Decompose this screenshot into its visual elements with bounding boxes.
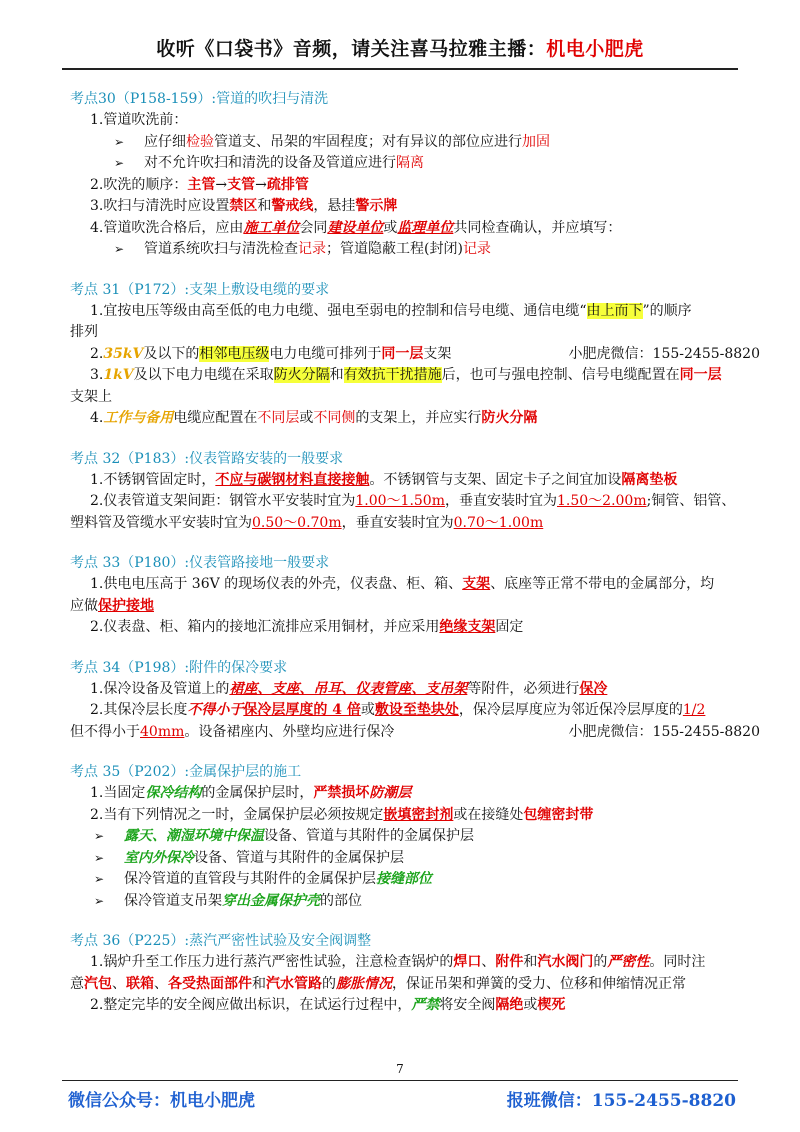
text: 共同检查确认，并应填写： [453, 219, 622, 236]
text: 2.当有下列情况之一时，金属保护层必须按规定 [90, 806, 384, 823]
arrow-bullet-icon: ➢ [114, 134, 125, 149]
text: 设备、管道与其附件的金属保护层 [194, 849, 404, 866]
text: 1.不锈钢管固定时， [90, 471, 216, 488]
keyword: 记录 [298, 241, 326, 257]
wechat-note: 小肥虎微信：155-2455-8820 [568, 345, 760, 362]
section-36 [70, 930, 750, 1017]
text: 电缆应配置在 [173, 410, 258, 426]
keyword: 0.70～1.00m [453, 514, 544, 531]
keyword: 楔死 [537, 997, 566, 1013]
keyword: 汽水管路 [266, 975, 322, 992]
keyword: 1.00～1.50m [355, 493, 445, 509]
text: 、 [154, 975, 168, 992]
keyword: 记录 [462, 241, 491, 257]
item-3-cont [70, 387, 750, 409]
bullet-item [70, 891, 750, 913]
text: 4. [90, 410, 104, 426]
text: 。不锈钢管与支架、固定卡子之间宜加设 [369, 471, 622, 488]
section-35 [70, 761, 750, 912]
text: 及以下的 [143, 345, 200, 362]
item-3 [70, 196, 750, 218]
text: 、 [112, 975, 126, 992]
highlight: 有效抗干扰措施 [343, 367, 442, 383]
keyword: 疏排管 [266, 176, 309, 193]
text: 支架 [423, 345, 452, 362]
text: 的金属保护层时， [201, 785, 314, 801]
item-1 [70, 470, 750, 492]
highlight: 相邻电压级 [199, 345, 270, 362]
item-2 [70, 995, 750, 1017]
keyword: 嵌填密封剂 [383, 806, 454, 823]
item-4 [70, 218, 750, 240]
section-title: 考点 34（P198）:附件的保冷要求 [70, 659, 288, 676]
bullet-item [70, 826, 750, 848]
section-34 [70, 657, 760, 744]
text: 支架上 [70, 388, 112, 405]
keyword: 绝缘支架 [439, 619, 496, 635]
keyword: 隔离 [396, 155, 424, 171]
page-header [0, 34, 800, 61]
keyword: 膨胀情况 [336, 975, 392, 992]
text: 设备、管道与其附件的金属保护层 [264, 828, 474, 844]
keyword: 防火分隔 [481, 410, 538, 426]
arrow-bullet-icon: ➢ [94, 850, 105, 865]
section-title: 考点 36（P225）:蒸汽严密性试验及安全阀调整 [70, 933, 372, 949]
header-rule [62, 68, 738, 70]
section-30 [70, 88, 750, 261]
keyword: 40mm [140, 723, 185, 740]
text: 和 [257, 198, 272, 214]
keyword: 防潮层 [369, 785, 412, 801]
text: 或在接缝处 [453, 806, 524, 823]
keyword: 1.50～2.00m [556, 493, 647, 509]
text: 4.管道吹洗合格后，应由 [90, 219, 244, 236]
item-2 [70, 617, 750, 639]
keyword: 接缝部位 [376, 871, 432, 887]
text: 1.管道吹洗前： [90, 112, 188, 128]
text: 固定 [495, 619, 524, 635]
header-prefix: 收听《口袋书》音频，请关注喜马拉雅主播： [156, 38, 547, 60]
text: ，保冷层厚度应为邻近保冷层厚度的 [458, 702, 683, 718]
bullet-item [70, 153, 750, 175]
text: ；管道隐蔽工程(封闭) [326, 241, 463, 257]
keyword: 支架 [462, 576, 491, 592]
text: 或 [523, 997, 538, 1013]
text: ，垂直安装时宜为 [341, 514, 454, 531]
text: 但不得小于 [70, 723, 140, 740]
text: 意 [70, 975, 84, 992]
keyword: 联箱 [126, 975, 154, 992]
text: 等附件，必须进行 [467, 680, 580, 697]
text: 、底座等正常不带电的金属部分，均 [490, 576, 715, 592]
keyword: 警戒线 [271, 198, 314, 214]
arrow-bullet-icon: ➢ [94, 893, 105, 908]
keyword: 保冷结构 [145, 785, 202, 801]
item-1 [70, 110, 750, 132]
keyword: 检验 [186, 133, 214, 150]
item-4 [70, 408, 750, 430]
text: 保冷管道支吊架 [124, 892, 222, 909]
item-1-cont [70, 974, 750, 996]
keyword: 裙座、支座、吊耳、仪表管座、支吊架 [229, 680, 468, 697]
section-title: 考点 35（P202）:金属保护层的施工 [70, 764, 302, 780]
keyword: 监理单位 [397, 219, 454, 236]
keyword: 施工单位 [243, 219, 300, 236]
keyword: 建设单位 [327, 219, 384, 236]
text: 电力电缆可排列于 [269, 345, 382, 362]
text: 的部位 [320, 892, 362, 909]
text: 排列 [70, 324, 98, 340]
document-body [70, 88, 760, 1035]
text: 2. [90, 345, 104, 362]
item-2-cont [70, 513, 750, 535]
section-title: 考点30（P158-159）:管道的吹扫与清洗 [70, 91, 329, 107]
text: 及以下电力电缆在采取 [133, 367, 274, 383]
text: 2.吹洗的顺序： [90, 176, 188, 193]
keyword: 包缠密封带 [523, 806, 594, 823]
keyword: 不同层 [257, 410, 300, 426]
keyword: 不同侧 [313, 410, 356, 426]
text: 2.仪表管道支架间距：钢管水平安装时宜为 [90, 493, 356, 509]
keyword: 不应与碳钢材料直接接触 [215, 471, 370, 488]
text: 。设备裙座内、外壁均应进行保冷 [184, 723, 395, 740]
keyword: 严密性 [607, 954, 650, 970]
keyword: 0.50～0.70m [252, 514, 342, 531]
keyword: 各受热面部件 [168, 975, 252, 992]
text: → [215, 176, 228, 193]
text: 、 [481, 954, 496, 970]
text: 1.宜按电压等级由高至低的电力电缆、强电至弱电的控制和信号电缆、通信电缆“ [90, 302, 587, 319]
section-32 [70, 448, 750, 535]
item-2 [70, 805, 750, 827]
keyword: 隔绝 [495, 997, 524, 1013]
text: ，悬挂 [313, 198, 356, 214]
section-title: 考点 32（P183）:仪表管路安装的一般要求 [70, 450, 344, 467]
text: 1.供电电压高于 36V 的现场仪表的外壳，仪表盘、柜、箱、 [90, 576, 463, 592]
item-1 [70, 783, 750, 805]
keyword: 加固 [522, 133, 550, 150]
keyword: 同一层 [381, 345, 424, 362]
footer-wechat-account: 微信公众号：机电小肥虎 [68, 1091, 255, 1111]
text: 1.锅炉升至工作压力进行蒸汽严密性试验，注意检查锅炉的 [90, 954, 454, 970]
text: 会同 [299, 219, 328, 236]
arrow-bullet-icon: ➢ [94, 829, 105, 843]
text: 或 [383, 219, 398, 236]
arrow-bullet-icon: ➢ [94, 872, 105, 886]
keyword: 保护接地 [98, 597, 154, 614]
text: 保冷管道的直管段与其附件的金属保护层 [124, 871, 376, 887]
wechat-note: 小肥虎微信：155-2455-8820 [568, 723, 760, 740]
text: 或 [299, 410, 314, 426]
item-2 [70, 344, 760, 366]
keyword: 露天、潮湿环境中保温 [124, 828, 264, 844]
section-title: 考点 33（P180）:仪表管路接地一般要求 [70, 555, 330, 571]
keyword: 保冷 [579, 680, 608, 697]
item-2 [70, 175, 750, 197]
item-1 [70, 952, 750, 974]
text: 。同时注 [649, 954, 706, 970]
text: ，保证吊架和弹簧的受力、位移和伸缩情况正常 [392, 975, 686, 992]
keyword: 汽水阀门 [537, 954, 594, 970]
keyword: 35kV [103, 345, 144, 362]
keyword: 严禁 [411, 997, 440, 1013]
item-2-cont [70, 722, 760, 744]
text: 1.当固定 [90, 785, 146, 801]
highlight: 由上而下 [586, 302, 643, 319]
item-2 [70, 491, 750, 513]
text: 的支架上，并应实行 [355, 410, 482, 426]
bullet-item [70, 239, 750, 261]
text: 对不允许吹扫和清洗的设备及管道应进行 [144, 155, 396, 171]
text: ”的顺序 [642, 302, 692, 319]
bullet-item [70, 848, 750, 870]
bullet-item [70, 869, 750, 891]
text: 管道系统吹扫与清洗检查 [144, 241, 298, 257]
keyword: 焊口 [453, 954, 482, 970]
keyword: 穿出金属保护壳 [222, 892, 320, 909]
text: 1.保冷设备及管道上的 [90, 680, 230, 697]
header-brand: 机电小肥虎 [546, 38, 644, 60]
text: 将安全阀 [439, 997, 496, 1013]
text: 和 [329, 367, 344, 383]
item-1 [70, 679, 750, 701]
item-1 [70, 301, 750, 323]
keyword: 1kV [103, 367, 134, 383]
arrow-bullet-icon: ➢ [114, 242, 125, 256]
keyword: 附件 [495, 954, 524, 970]
page-number: 7 [396, 1062, 404, 1076]
item-1 [70, 574, 750, 596]
keyword: 警示牌 [355, 198, 398, 214]
text: → [255, 176, 267, 193]
keyword: 工作与备用 [103, 410, 174, 426]
text: 的 [322, 975, 336, 992]
text: 2.其保冷层长度 [90, 702, 188, 718]
text: 和 [252, 975, 266, 992]
text: 后，也可与强电控制、信号电缆配置在 [441, 367, 680, 383]
footer-rule [62, 1080, 738, 1081]
text: 应仔细 [144, 133, 186, 150]
text: 2.仪表盘、柜、箱内的接地汇流排应采用铜材，并应采用 [90, 619, 440, 635]
text: ;铜管、铝管、 [646, 493, 736, 509]
text: 3. [90, 367, 104, 383]
text: 或 [360, 702, 375, 718]
arrow-bullet-icon: ➢ [114, 156, 125, 170]
item-2 [70, 700, 750, 722]
text: 塑料管及管缆水平安装时宜为 [70, 514, 252, 531]
keyword: 同一层 [679, 367, 722, 383]
item-1-cont [70, 596, 750, 618]
section-31 [70, 279, 760, 430]
item-3 [70, 365, 750, 387]
text: 3.吹扫与清洗时应设置 [90, 198, 230, 214]
text: 的 [593, 954, 608, 970]
text: 应做 [70, 597, 98, 614]
bullet-item [70, 132, 750, 154]
keyword: 不得小于 [187, 702, 244, 718]
keyword: 保冷层厚度的 4 倍 [243, 702, 361, 718]
text: ，垂直安装时宜为 [444, 493, 557, 509]
text: 2.整定完毕的安全阀应做出标识，在试运行过程中， [90, 997, 412, 1013]
keyword: 1/2 [682, 702, 706, 718]
footer-wechat-contact: 报班微信：155-2455-8820 [506, 1091, 736, 1111]
keyword: 禁区 [229, 198, 258, 214]
section-title: 考点 31（P172）:支架上敷设电缆的要求 [70, 281, 330, 298]
keyword: 敷设至垫块处 [374, 702, 459, 718]
item-1-cont [70, 322, 750, 344]
keyword: 室内外保冷 [124, 849, 194, 866]
keyword: 汽包 [84, 975, 112, 992]
keyword: 严禁损坏 [313, 785, 370, 801]
keyword: 支管 [227, 176, 256, 193]
text: 管道支、吊架的牢固程度；对有异议的部位应进行 [214, 133, 522, 150]
section-33 [70, 552, 750, 639]
text: 和 [523, 954, 538, 970]
highlight: 防火分隔 [273, 367, 330, 383]
keyword: 主管 [187, 176, 216, 193]
keyword: 隔离垫板 [621, 471, 678, 488]
